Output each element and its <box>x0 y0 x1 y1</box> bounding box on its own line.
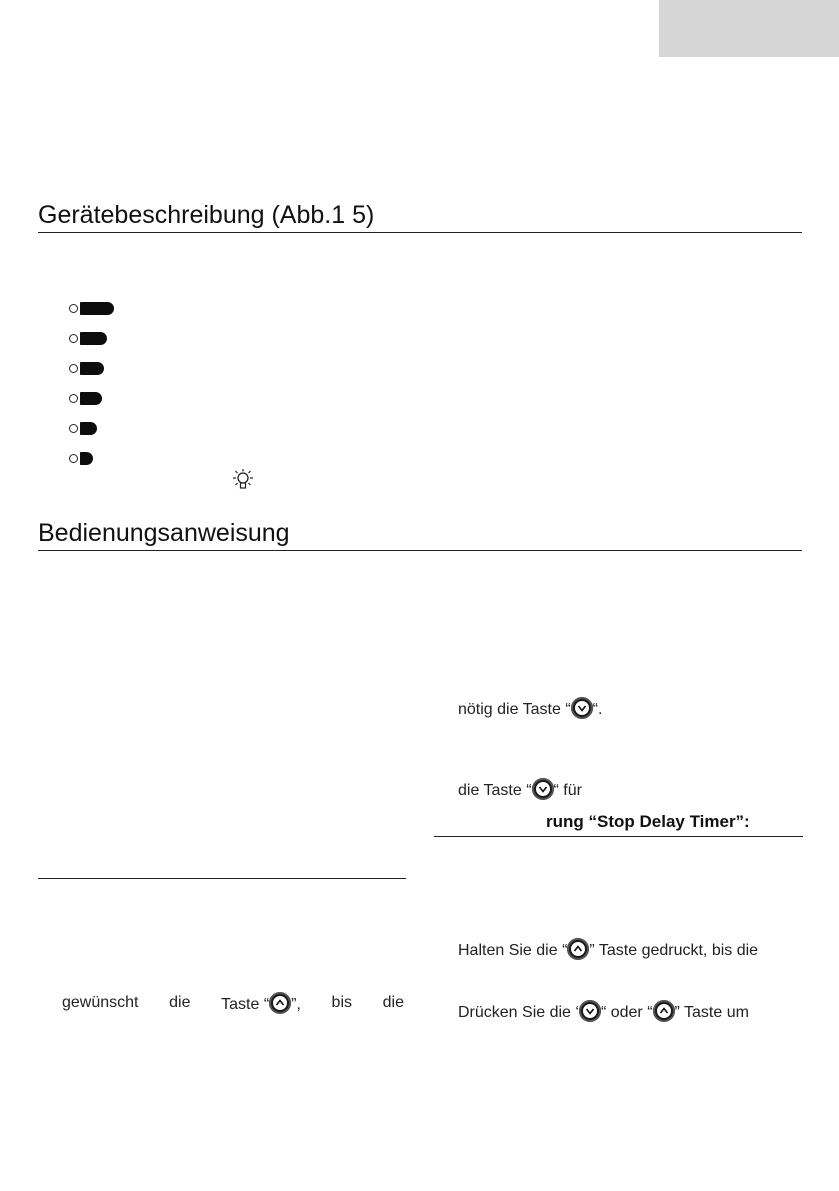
circle-indicator <box>69 334 78 343</box>
text-fragment: Drücken Sie die ‘ <box>458 1004 579 1021</box>
text-line-1 <box>458 697 602 720</box>
text-fragment: Halten Sie die “ <box>458 942 568 959</box>
text-word: Taste <box>221 996 260 1013</box>
text-word: die <box>169 994 191 1011</box>
level-indicator-list <box>69 293 114 473</box>
divider-right <box>434 836 803 837</box>
circle-indicator <box>69 394 78 403</box>
text-line-2 <box>458 778 582 801</box>
text-line-left <box>62 992 404 1014</box>
text-fragment: ” Taste um <box>674 1004 749 1021</box>
text-word: bis <box>331 994 352 1011</box>
text-fragment: nötig die Taste “ <box>458 701 571 718</box>
text-fragment: “ <box>263 996 270 1013</box>
level-4 <box>69 353 114 383</box>
level-bar-6 <box>80 302 114 315</box>
level-1 <box>69 443 114 473</box>
circle-indicator <box>69 304 78 313</box>
down-arrow-icon <box>579 1000 601 1022</box>
divider-left <box>38 878 406 879</box>
up-arrow-icon <box>567 938 589 960</box>
level-bar-2 <box>80 422 97 435</box>
text-fragment: “ oder “ <box>600 1004 653 1021</box>
text-word-with-icon <box>221 992 301 1014</box>
down-arrow-icon <box>571 697 593 719</box>
text-line-3 <box>458 938 758 961</box>
text-fragment: ” Taste gedruckt, bis die <box>589 942 759 959</box>
level-bar-4 <box>80 362 104 375</box>
subheading-stop-delay-timer: rung “Stop Delay Timer”: <box>546 812 750 831</box>
level-6 <box>69 293 114 323</box>
level-5 <box>69 323 114 353</box>
circle-indicator <box>69 424 78 433</box>
text-fragment: die Taste “ <box>458 782 532 799</box>
up-arrow-icon <box>653 1000 675 1022</box>
level-bar-3 <box>80 392 102 405</box>
text-fragment: “ für <box>553 782 582 799</box>
light-bulb-icon <box>230 469 256 491</box>
heading-operating-instructions: Bedienungsanweisung <box>38 518 802 551</box>
circle-indicator <box>69 454 78 463</box>
level-bar-1 <box>80 452 93 465</box>
page-corner-tab <box>659 0 839 57</box>
text-word: die <box>382 994 404 1011</box>
level-3 <box>69 383 114 413</box>
circle-indicator <box>69 364 78 373</box>
level-bar-5 <box>80 332 107 345</box>
down-arrow-icon <box>532 778 554 800</box>
text-fragment: ”, <box>291 996 301 1013</box>
text-line-4 <box>458 1000 749 1023</box>
up-arrow-icon <box>269 992 291 1014</box>
level-2 <box>69 413 114 443</box>
text-word: gewünscht <box>62 994 139 1011</box>
heading-device-description: Gerätebeschreibung (Abb.1 5) <box>38 200 802 233</box>
text-fragment: “. <box>592 701 603 718</box>
